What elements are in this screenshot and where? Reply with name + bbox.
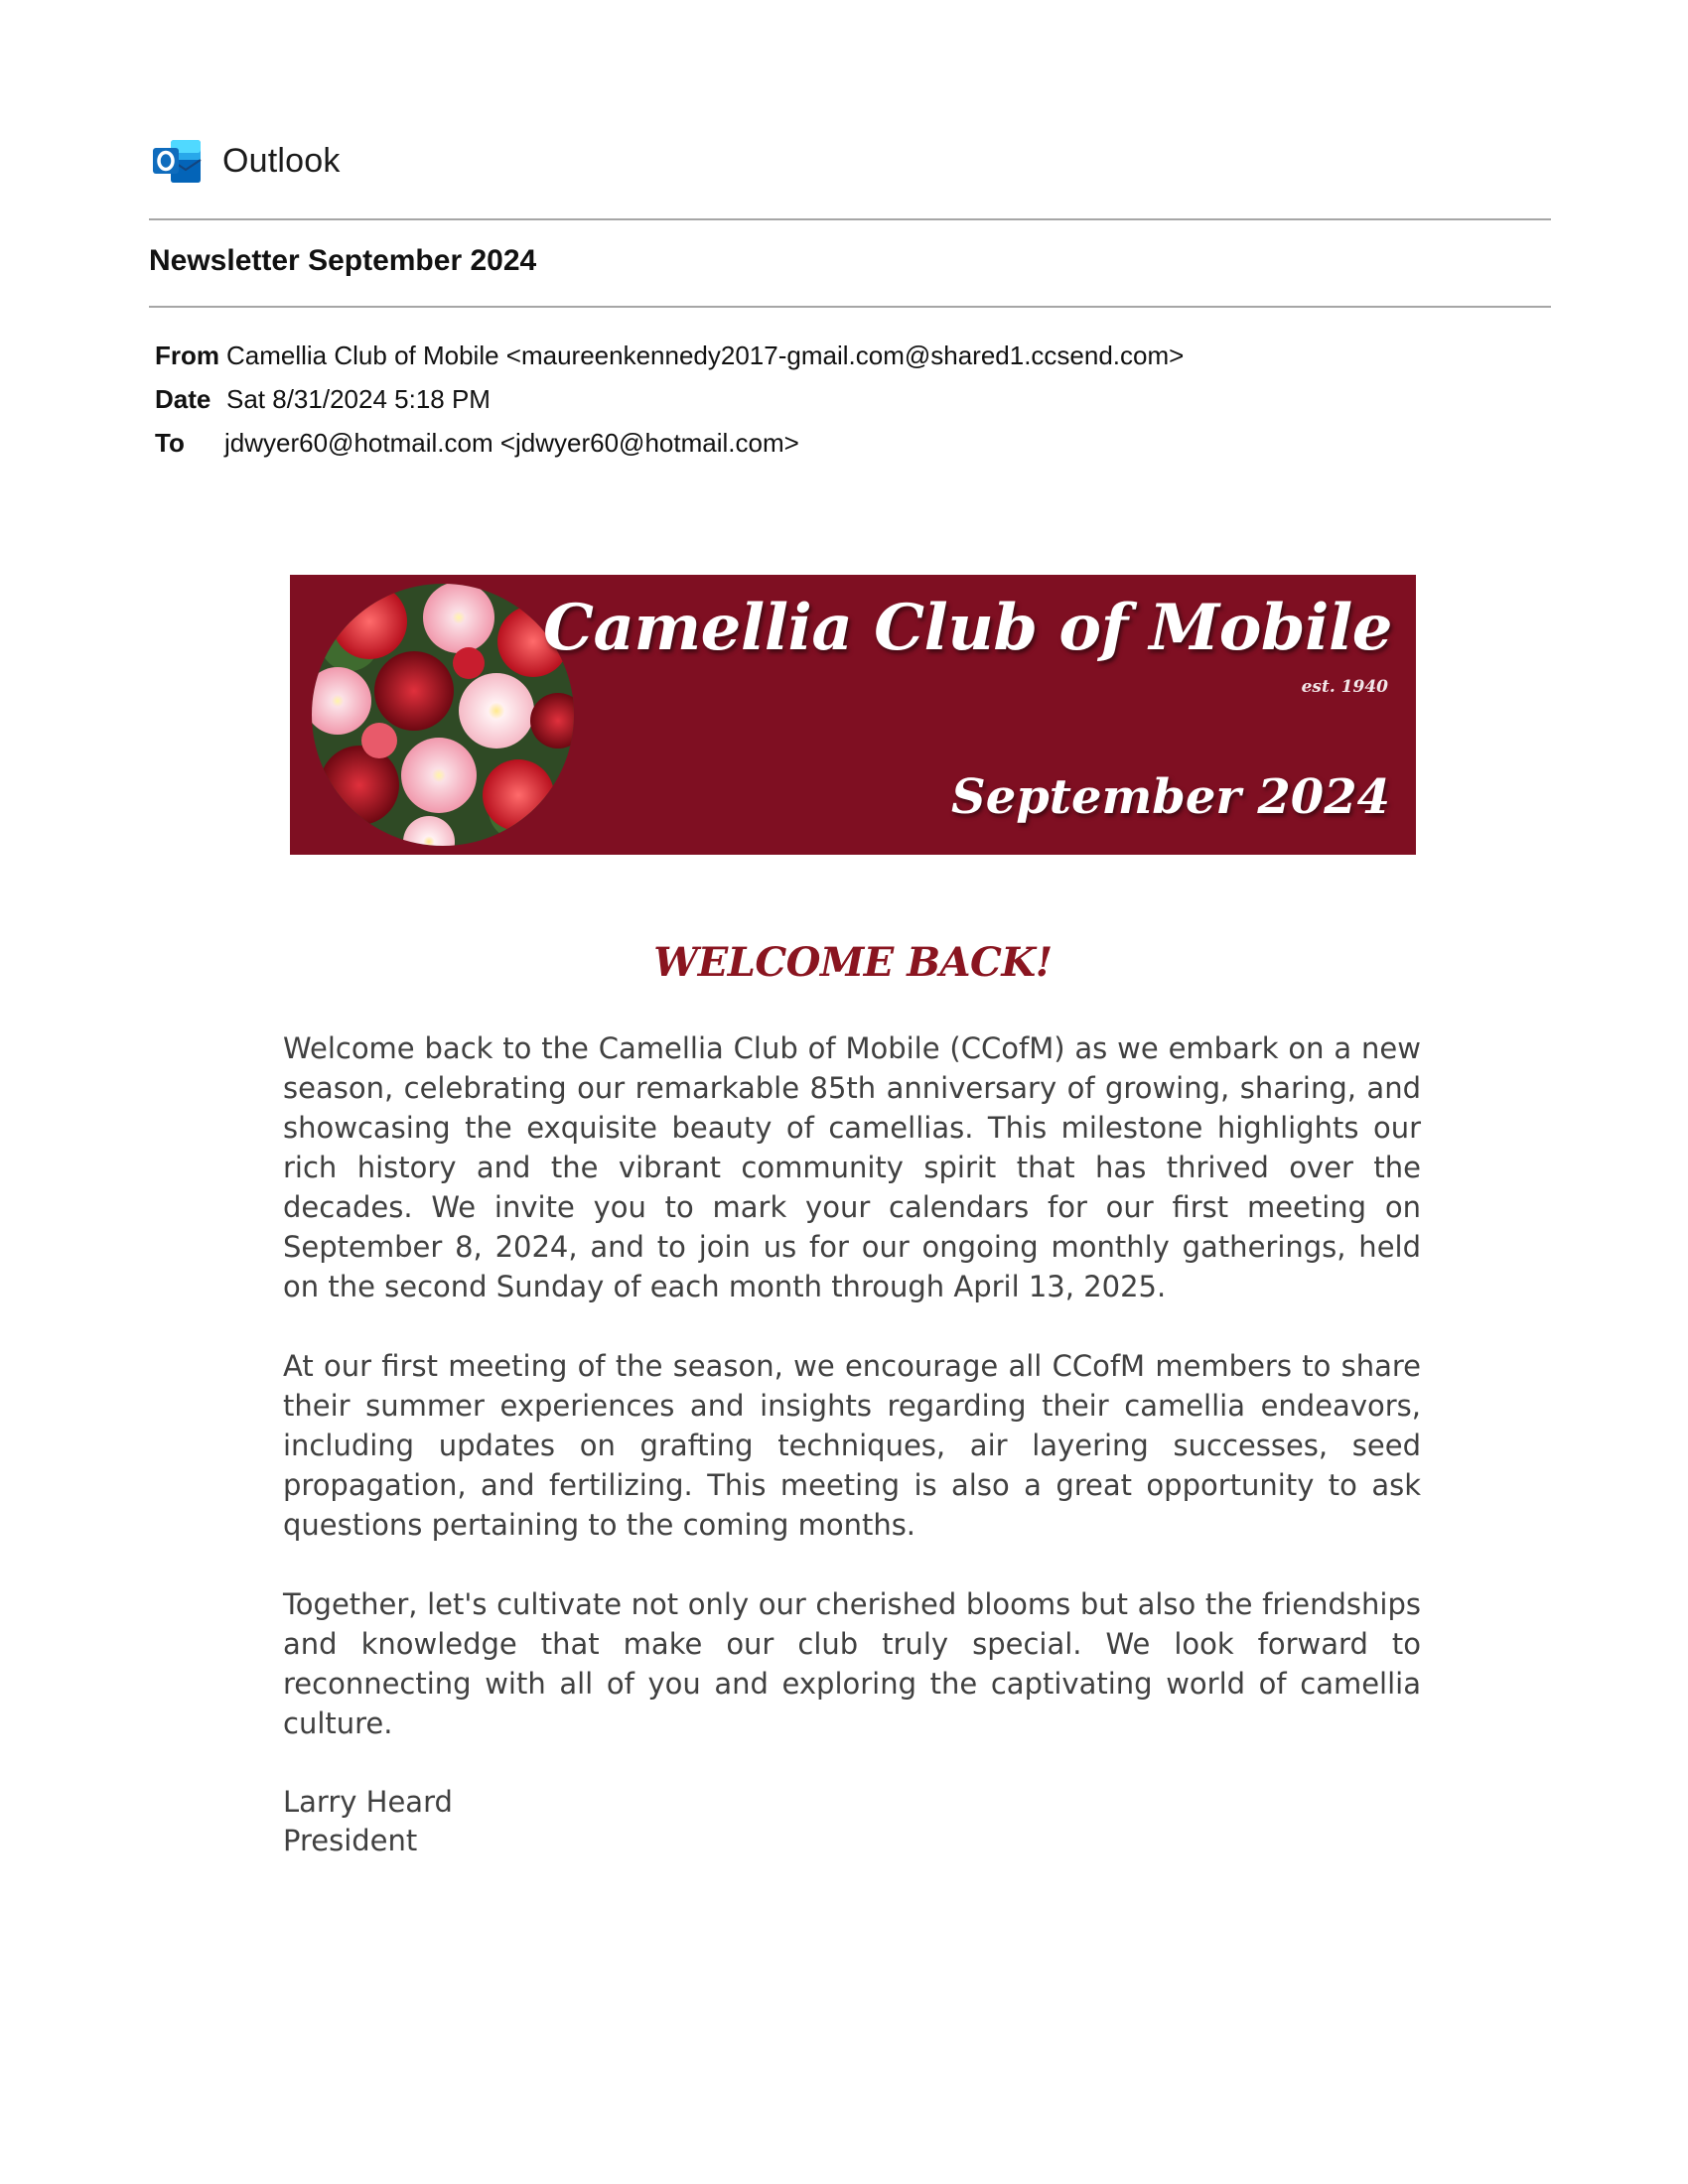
newsletter-banner [290, 575, 1416, 855]
header-divider [149, 218, 1551, 220]
welcome-heading: WELCOME BACK! [653, 939, 1053, 986]
banner-established: est. 1940 [1301, 677, 1388, 697]
from-row [155, 334, 1184, 377]
email-subject: Newsletter September 2024 [149, 244, 537, 277]
to-row [155, 421, 1184, 465]
app-name: Outlook [222, 141, 341, 180]
body-paragraph: At our first meeting of the season, we encourage all CCofM members to share their summer experiences and insights regarding their camellia endeavors, including updates on grafting techniques, air layering successes, seed propagation, and fertilizing. This meeting is also a great opportunity to ask questions pertaining to the coming months. [283, 1349, 1421, 1542]
banner-title: Camellia Club of Mobile [543, 591, 1392, 665]
app-header [151, 135, 341, 187]
banner-issue-date: September 2024 [951, 769, 1390, 825]
to-label: To [155, 428, 185, 458]
date-label: Date [155, 384, 211, 414]
email-metadata [155, 334, 1184, 465]
newsletter-body [283, 1028, 1421, 1860]
to-value[interactable]: jdwyer60@hotmail.com <jdwyer60@hotmail.com> [224, 428, 799, 458]
body-paragraph: Together, let's cultivate not only our cherished blooms but also the friendships and knowledge that make our club truly special. We look forward to reconnecting with all of you and exploring the captivating world of camellia culture. [283, 1587, 1421, 1740]
outlook-logo-icon [151, 136, 203, 186]
subject-divider [149, 306, 1551, 308]
camellia-flowers-image [310, 582, 576, 848]
date-value: Sat 8/31/2024 5:18 PM [226, 384, 491, 414]
signature-name: Larry Heard [283, 1785, 453, 1819]
from-value[interactable]: Camellia Club of Mobile <maureenkennedy2017-gmail.com@shared1.ccsend.com> [226, 341, 1185, 370]
date-row [155, 377, 1184, 421]
from-label: From [155, 341, 219, 370]
signature-title: President [283, 1824, 418, 1857]
body-paragraph: Welcome back to the Camellia Club of Mobile (CCofM) as we embark on a new season, celebrating our remarkable 85th anniversary of growing, sharing, and showcasing the exquisite beauty of camellias. This milestone highlights our rich history and the vibrant community spirit that has thrived over the decades. We invite you to mark your calendars for our first meeting on September 8, 2024, and to join us for our ongoing monthly gatherings, held on the second Sunday of each month through April 13, 2025. [283, 1031, 1421, 1303]
